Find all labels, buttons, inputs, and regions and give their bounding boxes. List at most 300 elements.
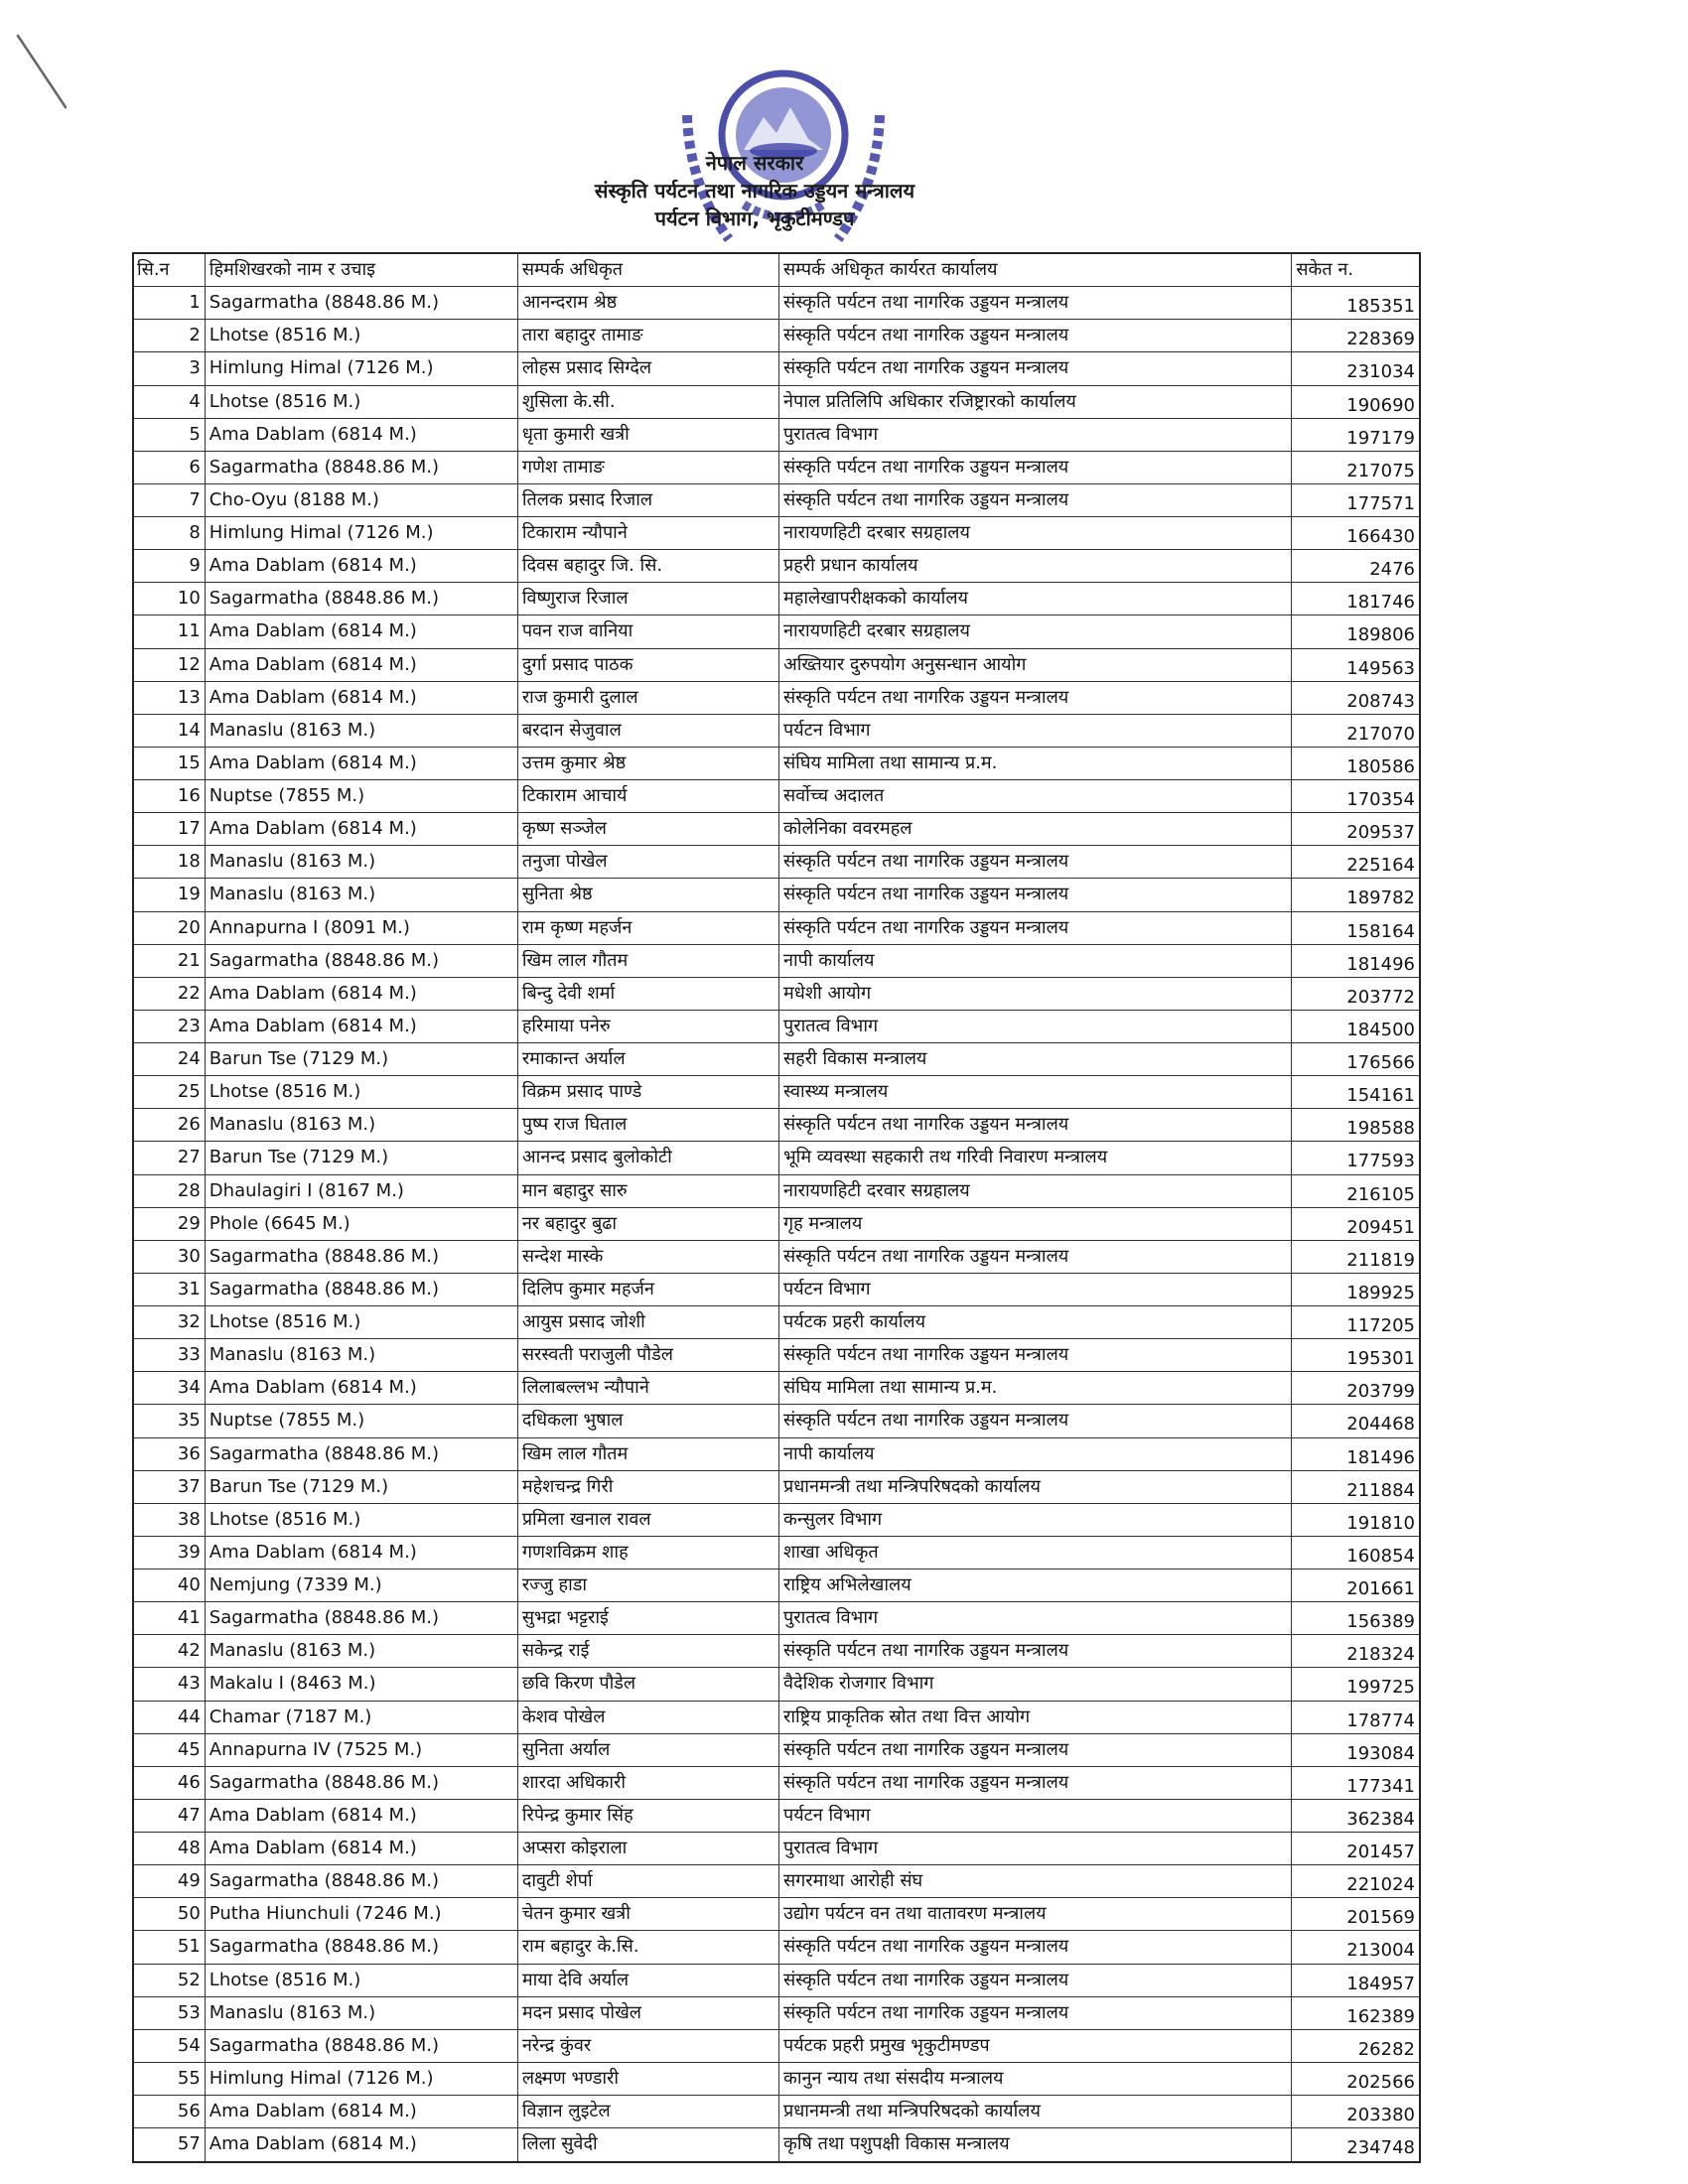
code-cell: 189782 — [1346, 887, 1415, 909]
serial-cell: 36 — [134, 1438, 206, 1470]
officer-cell: सकेन्द्र राई — [518, 1635, 779, 1667]
serial-cell: 45 — [134, 1734, 206, 1766]
office-cell: शाखा अधिकृत — [779, 1537, 1292, 1569]
serial-cell: 7 — [134, 484, 206, 516]
table-row — [134, 1274, 1419, 1306]
office-cell: कानुन न्याय तथा संसदीय मन्त्रालय — [779, 2063, 1292, 2095]
table-row — [134, 1734, 1419, 1767]
table-row — [134, 1635, 1419, 1668]
table-row — [134, 1438, 1419, 1471]
table-row — [134, 1965, 1419, 1997]
officer-cell: हरिमाया पनेरु — [518, 1011, 779, 1042]
office-cell: कृषि तथा पशुपक्षी विकास मन्त्रालय — [779, 2128, 1292, 2161]
office-cell: प्रधानमन्त्री तथा मन्त्रिपरिषदको कार्यालय — [779, 1471, 1292, 1503]
officer-cell: तारा बहादुर तामाङ — [518, 320, 779, 351]
office-cell: पर्यटन विभाग — [779, 1800, 1292, 1832]
peak-cell: Ama Dablam (6814 M.) — [206, 419, 518, 451]
peak-cell: Manaslu (8163 M.) — [206, 1635, 518, 1667]
office-cell: नारायणहिटी दरबार सग्रहालय — [779, 517, 1292, 549]
serial-cell: 6 — [134, 452, 206, 483]
serial-cell: 15 — [134, 748, 206, 779]
serial-cell: 22 — [134, 978, 206, 1010]
serial-cell: 21 — [134, 945, 206, 977]
officer-cell: लिला सुवेदी — [518, 2128, 779, 2161]
office-cell: संस्कृति पर्यटन तथा नागरिक उड्डयन मन्त्रालय — [779, 1931, 1292, 1963]
peak-cell: Ama Dablam (6814 M.) — [206, 1833, 518, 1864]
office-cell: कोलेनिका ववरमहल — [779, 813, 1292, 845]
serial-cell: 24 — [134, 1043, 206, 1075]
serial-cell: 40 — [134, 1570, 206, 1601]
code-cell: 162389 — [1346, 2005, 1415, 2027]
code-cell: 204468 — [1346, 1414, 1415, 1435]
serial-cell: 29 — [134, 1208, 206, 1240]
table-row — [134, 1208, 1419, 1241]
office-cell: संस्कृति पर्यटन तथा नागरिक उड्डयन मन्त्रालय — [779, 912, 1292, 944]
code-cell: 158164 — [1346, 920, 1415, 942]
office-cell: संस्कृति पर्यटन तथा नागरिक उड्डयन मन्त्रालय — [779, 1405, 1292, 1436]
officer-cell: केशव पोखेल — [518, 1702, 779, 1733]
table-row — [134, 1011, 1419, 1043]
officer-cell: लिलाबल्लभ न्यौपाने — [518, 1372, 779, 1404]
peak-cell: Nemjung (7339 M.) — [206, 1570, 518, 1601]
code-cell: 199725 — [1346, 1677, 1415, 1699]
code-cell: 208743 — [1346, 690, 1415, 712]
office-cell: पर्यटक प्रहरी प्रमुख भृकुटीमण्डप — [779, 2030, 1292, 2062]
code-cell: 217070 — [1346, 723, 1415, 745]
serial-cell: 18 — [134, 846, 206, 878]
serial-cell: 56 — [134, 2096, 206, 2127]
peak-cell: Lhotse (8516 M.) — [206, 1306, 518, 1338]
office-cell: कन्सुलर विभाग — [779, 1504, 1292, 1536]
serial-cell: 37 — [134, 1471, 206, 1503]
serial-cell: 11 — [134, 615, 206, 647]
peak-cell: Dhaulagiri I (8167 M.) — [206, 1175, 518, 1207]
serial-cell: 49 — [134, 1865, 206, 1897]
peak-cell: Ama Dablam (6814 M.) — [206, 1800, 518, 1832]
office-cell: राष्ट्रिय प्राकृतिक स्रोत तथा वित्त आयोग — [779, 1702, 1292, 1733]
serial-cell: 20 — [134, 912, 206, 944]
office-cell: नारायणहिटी दरबार सग्रहालय — [779, 615, 1292, 647]
peak-cell: Ama Dablam (6814 M.) — [206, 2096, 518, 2127]
office-cell: पुरातत्व विभाग — [779, 419, 1292, 451]
serial-cell: 25 — [134, 1076, 206, 1108]
peak-cell: Ama Dablam (6814 M.) — [206, 978, 518, 1010]
column-header-officer: सम्पर्क अधिकृत — [518, 254, 779, 286]
office-cell: संस्कृति पर्यटन तथा नागरिक उड्डयन मन्त्रालय — [779, 352, 1292, 384]
code-cell: 2476 — [1369, 559, 1415, 581]
table-row — [134, 1339, 1419, 1372]
code-cell: 178774 — [1346, 1709, 1415, 1731]
officer-cell: राज कुमारी दुलाल — [518, 682, 779, 714]
serial-cell: 35 — [134, 1405, 206, 1436]
peak-cell: Annapurna I (8091 M.) — [206, 912, 518, 944]
peak-cell: Sagarmatha (8848.86 M.) — [206, 1602, 518, 1634]
table-row — [134, 912, 1419, 945]
table-row — [134, 978, 1419, 1011]
peak-cell: Lhotse (8516 M.) — [206, 1504, 518, 1536]
officer-cell: लक्ष्मण भण्डारी — [518, 2063, 779, 2095]
office-cell: पुरातत्व विभाग — [779, 1011, 1292, 1042]
serial-cell: 4 — [134, 386, 206, 418]
table-row — [134, 1306, 1419, 1339]
table-row — [134, 1702, 1419, 1734]
officer-cell: विज्ञान लुइटेल — [518, 2096, 779, 2127]
column-header-office: सम्पर्क अधिकृत कार्यरत कार्यालय — [779, 254, 1292, 286]
table-row — [134, 1076, 1419, 1109]
table-row — [134, 386, 1419, 419]
office-cell: संस्कृति पर्यटन तथा नागरिक उड्डयन मन्त्रालय — [779, 1241, 1292, 1273]
officer-cell: सरस्वती पराजुली पौडेल — [518, 1339, 779, 1371]
serial-cell: 27 — [134, 1142, 206, 1173]
officer-cell: आनन्द प्रसाद बुलोकोटी — [518, 1142, 779, 1173]
office-cell: नारायणहिटी दरवार सग्रहालय — [779, 1175, 1292, 1207]
officer-cell: नरेन्द्र कुंवर — [518, 2030, 779, 2062]
code-cell: 193084 — [1346, 1742, 1415, 1764]
serial-cell: 31 — [134, 1274, 206, 1305]
table-row — [134, 1537, 1419, 1570]
officer-cell: खिम लाल गौतम — [518, 945, 779, 977]
officer-cell: तनुजा पोखेल — [518, 846, 779, 878]
peak-cell: Nuptse (7855 M.) — [206, 780, 518, 812]
office-cell: संस्कृति पर्यटन तथा नागरिक उड्डयन मन्त्रालय — [779, 452, 1292, 483]
officer-cell: विष्णुराज रिजाल — [518, 583, 779, 614]
serial-cell: 9 — [134, 550, 206, 582]
serial-cell: 2 — [134, 320, 206, 351]
serial-cell: 53 — [134, 1997, 206, 2029]
code-cell: 154161 — [1346, 1085, 1415, 1107]
serial-cell: 44 — [134, 1702, 206, 1733]
code-cell: 211819 — [1346, 1249, 1415, 1271]
peak-cell: Lhotse (8516 M.) — [206, 1076, 518, 1108]
table-row — [134, 1997, 1419, 2030]
table-row — [134, 1570, 1419, 1602]
column-header-serial: सि.न — [134, 254, 206, 286]
office-cell: उद्योग पर्यटन वन तथा वातावरण मन्त्रालय — [779, 1898, 1292, 1930]
office-cell: सगरमाथा आरोही संघ — [779, 1865, 1292, 1897]
officer-cell: सुनिता अर्याल — [518, 1734, 779, 1766]
peak-cell: Manaslu (8163 M.) — [206, 1339, 518, 1371]
office-cell: पर्यटन विभाग — [779, 715, 1292, 747]
officer-cell: दिलिप कुमार महर्जन — [518, 1274, 779, 1305]
serial-cell: 3 — [134, 352, 206, 384]
table-row — [134, 2128, 1419, 2161]
document-header — [477, 149, 1033, 232]
table-row — [134, 1043, 1419, 1076]
serial-cell: 34 — [134, 1372, 206, 1404]
serial-cell: 10 — [134, 583, 206, 614]
officer-cell: रिपेन्द्र कुमार सिंह — [518, 1800, 779, 1832]
code-cell: 195301 — [1346, 1348, 1415, 1370]
table-row — [134, 846, 1419, 879]
table-row — [134, 1602, 1419, 1635]
peak-cell: Manaslu (8163 M.) — [206, 846, 518, 878]
officer-cell: छवि किरण पौडेल — [518, 1668, 779, 1700]
code-cell: 202566 — [1346, 2071, 1415, 2093]
table-row — [134, 1471, 1419, 1504]
officer-cell: राम कृष्ण महर्जन — [518, 912, 779, 944]
code-cell: 203799 — [1346, 1381, 1415, 1403]
officer-cell: मान बहादुर सारु — [518, 1175, 779, 1207]
officer-cell: पुष्प राज घिताल — [518, 1109, 779, 1141]
peak-cell: Sagarmatha (8848.86 M.) — [206, 287, 518, 319]
table-row — [134, 1931, 1419, 1964]
serial-cell: 17 — [134, 813, 206, 845]
serial-cell: 55 — [134, 2063, 206, 2095]
officer-cell: उत्तम कुमार श्रेष्ठ — [518, 748, 779, 779]
peak-cell: Annapurna IV (7525 M.) — [206, 1734, 518, 1766]
code-cell: 197179 — [1346, 427, 1415, 449]
code-cell: 181496 — [1346, 953, 1415, 975]
table-header-row — [134, 254, 1419, 287]
peak-cell: Barun Tse (7129 M.) — [206, 1471, 518, 1503]
table-row — [134, 320, 1419, 352]
officer-cell: बिन्दु देवी शर्मा — [518, 978, 779, 1010]
peak-cell: Sagarmatha (8848.86 M.) — [206, 945, 518, 977]
officer-cell: गणशविक्रम शाह — [518, 1537, 779, 1569]
table-row — [134, 649, 1419, 682]
serial-cell: 5 — [134, 419, 206, 451]
officer-cell: सुनिता श्रेष्ठ — [518, 879, 779, 910]
office-cell: नापी कार्यालय — [779, 945, 1292, 977]
code-cell: 181496 — [1346, 1446, 1415, 1468]
peak-cell: Ama Dablam (6814 M.) — [206, 550, 518, 582]
table-row — [134, 879, 1419, 911]
code-cell: 362384 — [1346, 1808, 1415, 1830]
code-cell: 209537 — [1346, 822, 1415, 844]
office-cell: सर्वोच्च अदालत — [779, 780, 1292, 812]
peak-cell: Himlung Himal (7126 M.) — [206, 2063, 518, 2095]
table-row — [134, 2030, 1419, 2063]
code-cell: 184957 — [1346, 1973, 1415, 1994]
serial-cell: 30 — [134, 1241, 206, 1273]
office-cell: संस्कृति पर्यटन तथा नागरिक उड्डयन मन्त्रालय — [779, 320, 1292, 351]
office-cell: संस्कृति पर्यटन तथा नागरिक उड्डयन मन्त्रालय — [779, 1965, 1292, 1996]
peak-cell: Ama Dablam (6814 M.) — [206, 748, 518, 779]
table-row — [134, 452, 1419, 484]
code-cell: 198588 — [1346, 1118, 1415, 1140]
office-cell: संस्कृति पर्यटन तथा नागरिक उड्डयन मन्त्रालय — [779, 1109, 1292, 1141]
serial-cell: 47 — [134, 1800, 206, 1832]
serial-cell: 14 — [134, 715, 206, 747]
table-row — [134, 780, 1419, 813]
code-cell: 184500 — [1346, 1019, 1415, 1040]
peak-cell: Ama Dablam (6814 M.) — [206, 1011, 518, 1042]
peak-cell: Makalu I (8463 M.) — [206, 1668, 518, 1700]
code-cell: 211884 — [1346, 1479, 1415, 1501]
code-cell: 216105 — [1346, 1183, 1415, 1205]
table-row — [134, 1833, 1419, 1865]
office-cell: महालेखापरीक्षकको कार्यालय — [779, 583, 1292, 614]
code-cell: 170354 — [1346, 789, 1415, 810]
peak-cell: Ama Dablam (6814 M.) — [206, 649, 518, 681]
table-row — [134, 583, 1419, 615]
office-cell: संस्कृति पर्यटन तथा नागरिक उड्डयन मन्त्रालय — [779, 1997, 1292, 2029]
office-cell: संस्कृति पर्यटन तथा नागरिक उड्डयन मन्त्रालय — [779, 879, 1292, 910]
table-row — [134, 1241, 1419, 1274]
officer-cell: रज्जु हाडा — [518, 1570, 779, 1601]
serial-cell: 33 — [134, 1339, 206, 1371]
officer-cell: बरदान सेजुवाल — [518, 715, 779, 747]
serial-cell: 48 — [134, 1833, 206, 1864]
peak-cell: Manaslu (8163 M.) — [206, 715, 518, 747]
officer-cell: माया देवि अर्याल — [518, 1965, 779, 1996]
table-row — [134, 1800, 1419, 1833]
office-cell: भूमि व्यवस्था सहकारी तथ गरिवी निवारण मन्त्रालय — [779, 1142, 1292, 1173]
office-cell: पुरातत्व विभाग — [779, 1833, 1292, 1864]
office-cell: संस्कृति पर्यटन तथा नागरिक उड्डयन मन्त्रालय — [779, 1635, 1292, 1667]
office-cell: संस्कृति पर्यटन तथा नागरिक उड्डयन मन्त्रालय — [779, 682, 1292, 714]
officer-cell: रमाकान्त अर्याल — [518, 1043, 779, 1075]
serial-cell: 39 — [134, 1537, 206, 1569]
header-line-department: पर्यटन विभाग, भृकुटीमण्डप — [654, 206, 855, 230]
serial-cell: 41 — [134, 1602, 206, 1634]
serial-cell: 23 — [134, 1011, 206, 1042]
table-row — [134, 945, 1419, 978]
peak-cell: Ama Dablam (6814 M.) — [206, 1372, 518, 1404]
officer-cell: आनन्दराम श्रेष्ठ — [518, 287, 779, 319]
office-cell: राष्ट्रिय अभिलेखालय — [779, 1570, 1292, 1601]
peak-cell: Chamar (7187 M.) — [206, 1702, 518, 1733]
office-cell: सहरी विकास मन्त्रालय — [779, 1043, 1292, 1075]
serial-cell: 32 — [134, 1306, 206, 1338]
peak-cell: Manaslu (8163 M.) — [206, 1109, 518, 1141]
code-cell: 209451 — [1346, 1216, 1415, 1238]
table-row — [134, 715, 1419, 748]
table-row — [134, 682, 1419, 715]
peak-cell: Himlung Himal (7126 M.) — [206, 352, 518, 384]
code-cell: 217075 — [1346, 460, 1415, 481]
code-cell: 203772 — [1346, 986, 1415, 1008]
officer-cell: धृता कुमारी खत्री — [518, 419, 779, 451]
officer-cell: दधिकला भुषाल — [518, 1405, 779, 1436]
table-row — [134, 1109, 1419, 1142]
header-line-government: नेपाल सरकार — [705, 151, 804, 175]
table-row — [134, 1668, 1419, 1701]
code-cell: 177341 — [1346, 1775, 1415, 1797]
table-row — [134, 813, 1419, 846]
officer-cell: राम बहादुर के.सि. — [518, 1931, 779, 1963]
peak-cell: Sagarmatha (8848.86 M.) — [206, 583, 518, 614]
peak-cell: Sagarmatha (8848.86 M.) — [206, 1241, 518, 1273]
code-cell: 176566 — [1346, 1052, 1415, 1073]
table-row — [134, 748, 1419, 780]
peak-cell: Ama Dablam (6814 M.) — [206, 615, 518, 647]
serial-cell: 54 — [134, 2030, 206, 2062]
officer-cell: टिकाराम न्यौपाने — [518, 517, 779, 549]
serial-cell: 46 — [134, 1767, 206, 1799]
table-row — [134, 1767, 1419, 1800]
table-row — [134, 1142, 1419, 1174]
officer-cell: गणेश तामाङ — [518, 452, 779, 483]
officer-cell: तिलक प्रसाद रिजाल — [518, 484, 779, 516]
code-cell: 26282 — [1357, 2038, 1415, 2060]
peak-cell: Sagarmatha (8848.86 M.) — [206, 452, 518, 483]
officer-cell: दावुटी शेर्पा — [518, 1865, 779, 1897]
peak-cell: Ama Dablam (6814 M.) — [206, 813, 518, 845]
table-row — [134, 352, 1419, 385]
peak-cell: Sagarmatha (8848.86 M.) — [206, 1438, 518, 1470]
climbers-table — [132, 252, 1421, 2163]
office-cell: पर्यटक प्रहरी कार्यालय — [779, 1306, 1292, 1338]
officer-cell: विक्रम प्रसाद पाण्डे — [518, 1076, 779, 1108]
code-cell: 166430 — [1346, 526, 1415, 547]
office-cell: पर्यटन विभाग — [779, 1274, 1292, 1305]
code-cell: 218324 — [1346, 1644, 1415, 1666]
code-cell: 228369 — [1346, 329, 1415, 350]
officer-cell: दिवस बहादुर जि. सि. — [518, 550, 779, 582]
table-row — [134, 1865, 1419, 1898]
officer-cell: शारदा अधिकारी — [518, 1767, 779, 1799]
code-cell: 177593 — [1346, 1151, 1415, 1172]
office-cell: वैदेशिक रोजगार विभाग — [779, 1668, 1292, 1700]
peak-cell: Manaslu (8163 M.) — [206, 1997, 518, 2029]
table-row — [134, 2096, 1419, 2128]
officer-cell: लोहस प्रसाद सिग्देल — [518, 352, 779, 384]
office-cell: नेपाल प्रतिलिपि अधिकार रजिष्ट्रारको कार्यालय — [779, 386, 1292, 418]
peak-cell: Manaslu (8163 M.) — [206, 879, 518, 910]
code-cell: 181746 — [1346, 592, 1415, 614]
office-cell: पुरातत्व विभाग — [779, 1602, 1292, 1634]
serial-cell: 13 — [134, 682, 206, 714]
table-row — [134, 1504, 1419, 1537]
officer-cell: नर बहादुर बुढा — [518, 1208, 779, 1240]
officer-cell: पवन राज वानिया — [518, 615, 779, 647]
code-cell: 201457 — [1346, 1842, 1415, 1862]
officer-cell: खिम लाल गौतम — [518, 1438, 779, 1470]
peak-cell: Ama Dablam (6814 M.) — [206, 682, 518, 714]
peak-cell: Sagarmatha (8848.86 M.) — [206, 1931, 518, 1963]
peak-cell: Cho-Oyu (8188 M.) — [206, 484, 518, 516]
code-cell: 185351 — [1346, 296, 1415, 318]
serial-cell: 51 — [134, 1931, 206, 1963]
peak-cell: Lhotse (8516 M.) — [206, 1965, 518, 1996]
serial-cell: 16 — [134, 780, 206, 812]
code-cell: 177571 — [1346, 492, 1415, 514]
table-row — [134, 1175, 1419, 1208]
table-row — [134, 2063, 1419, 2096]
serial-cell: 50 — [134, 1898, 206, 1930]
office-cell: संघिय मामिला तथा सामान्य प्र.म. — [779, 748, 1292, 779]
officer-cell: कृष्ण सञ्जेल — [518, 813, 779, 845]
table-row — [134, 550, 1419, 583]
serial-cell: 52 — [134, 1965, 206, 1996]
table-row — [134, 615, 1419, 648]
code-cell: 201661 — [1346, 1578, 1415, 1599]
office-cell: गृह मन्त्रालय — [779, 1208, 1292, 1240]
column-header-peak: हिमशिखरको नाम र उचाइ — [206, 254, 518, 286]
officer-cell: महेशचन्द्र गिरी — [518, 1471, 779, 1503]
code-cell: 156389 — [1346, 1611, 1415, 1633]
serial-cell: 57 — [134, 2128, 206, 2161]
code-cell: 189806 — [1346, 624, 1415, 646]
table-row — [134, 484, 1419, 517]
office-cell: प्रहरी प्रधान कार्यालय — [779, 550, 1292, 582]
serial-cell: 19 — [134, 879, 206, 910]
officer-cell: चेतन कुमार खत्री — [518, 1898, 779, 1930]
peak-cell: Himlung Himal (7126 M.) — [206, 517, 518, 549]
officer-cell: अप्सरा कोइराला — [518, 1833, 779, 1864]
code-cell: 234748 — [1346, 2137, 1415, 2159]
code-cell: 117205 — [1346, 1315, 1415, 1336]
office-cell: मधेशी आयोग — [779, 978, 1292, 1010]
peak-cell: Ama Dablam (6814 M.) — [206, 1537, 518, 1569]
serial-cell: 38 — [134, 1504, 206, 1536]
peak-cell: Ama Dablam (6814 M.) — [206, 2128, 518, 2161]
peak-cell: Lhotse (8516 M.) — [206, 386, 518, 418]
peak-cell: Lhotse (8516 M.) — [206, 320, 518, 351]
officer-cell: प्रमिला खनाल रावल — [518, 1504, 779, 1536]
peak-cell: Sagarmatha (8848.86 M.) — [206, 1274, 518, 1305]
